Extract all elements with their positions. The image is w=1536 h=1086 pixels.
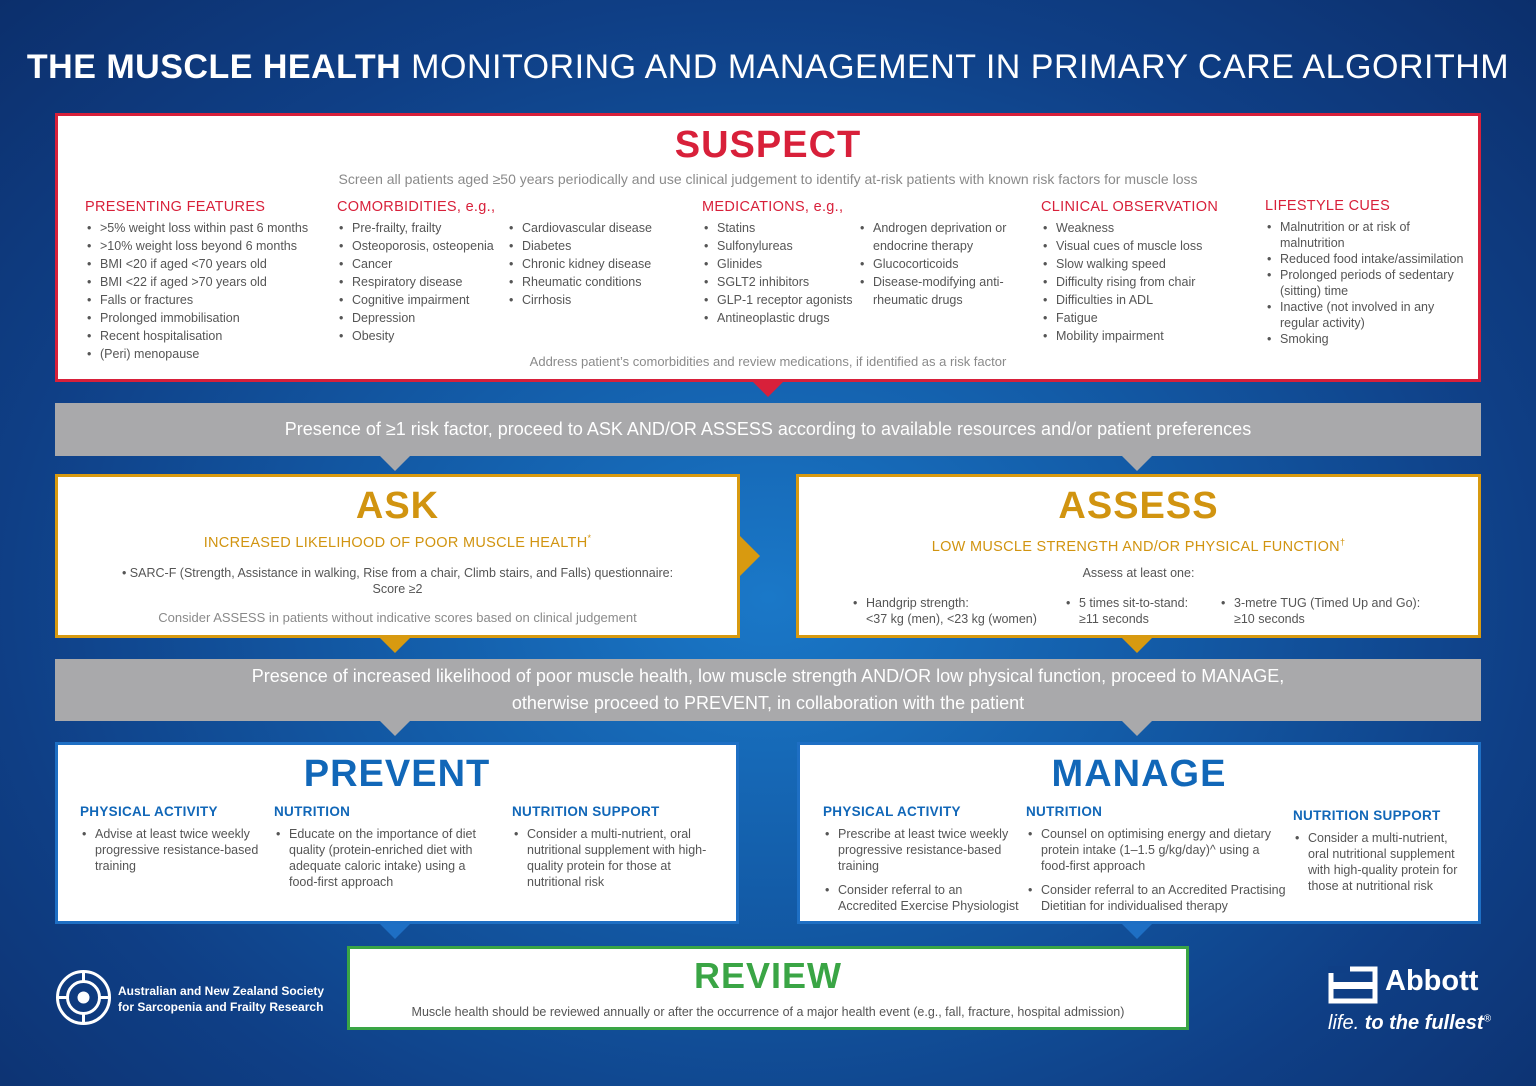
comorbidity-item: • Cirrhosis: [507, 291, 677, 309]
prevent-nutrition: [274, 804, 494, 890]
prevent-physical-item: • Advise at least twice weekly progressive resistance-based training: [80, 826, 260, 874]
suspect-heading: SUSPECT: [674, 124, 862, 166]
presenting-item: • (Peri) menopause: [85, 345, 315, 363]
clinical-list: [1041, 219, 1241, 345]
medications-title: MEDICATIONS, e.g.,: [702, 199, 844, 215]
assess-intro: Assess at least one:: [1082, 566, 1195, 580]
presenting-features: [85, 198, 315, 363]
ask-to-assess-arrow: [740, 536, 760, 576]
manage-heading: MANAGE: [1051, 753, 1227, 795]
comorbidity-item: • Cancer: [337, 255, 507, 273]
review-heading: REVIEW: [693, 955, 842, 996]
ask-subheading: [58, 533, 737, 551]
bar-risk-factor: [55, 403, 1481, 456]
prevent-support-title: NUTRITION SUPPORT: [512, 804, 660, 819]
suspect-footer: Address patient’s comorbidities and review medications, if identified as a risk factor: [529, 354, 1007, 369]
medication-item: • Antineoplastic drugs: [702, 309, 858, 327]
assess-item-handgrip: [851, 595, 1051, 627]
assess-arrow: [1122, 638, 1152, 653]
ask-arrow: [380, 638, 410, 653]
manage-support-item: • Consider a multi-nutrient, oral nutritional supplement with high-quality protein for those at nutritional risk: [1293, 830, 1468, 894]
lifestyle-cues: [1265, 198, 1465, 347]
prevent-physical-title: PHYSICAL ACTIVITY: [80, 804, 218, 819]
medications-list-a: [702, 219, 858, 327]
lifestyle-item: • Inactive (not involved in any regular activity): [1265, 299, 1465, 331]
society-name: [118, 983, 324, 1015]
presenting-item: • Recent hospitalisation: [85, 327, 315, 345]
clinical-observation: [1041, 198, 1241, 345]
tagline-fullest: to the fullest: [1364, 1012, 1484, 1034]
suspect-box: [55, 113, 1481, 382]
presenting-item: • >10% weight loss beyond 6 months: [85, 237, 315, 255]
comorbidity-item: • Depression: [337, 309, 507, 327]
assess-item-tug: [1219, 595, 1449, 627]
manage-physical-title: PHYSICAL ACTIVITY: [823, 804, 961, 819]
lifestyle-item: • Smoking: [1265, 331, 1465, 347]
review-text: Muscle health should be reviewed annually or after the occurrence of a major health event (e.g., fall, fracture, hospital admission): [411, 1005, 1125, 1019]
bar2-line1: Presence of increased likelihood of poor muscle health, low muscle strength AND/OR low physical function, proceed to MANAGE,: [251, 666, 1285, 686]
lifestyle-list: [1265, 219, 1465, 347]
lifestyle-item: • Prolonged periods of sedentary (sitting) time: [1265, 267, 1465, 299]
presenting-item: • Prolonged immobilisation: [85, 309, 315, 327]
clinical-item: • Difficulties in ADL: [1041, 291, 1241, 309]
assess-subheading: [799, 537, 1478, 555]
tagline-reg: ®: [1483, 1013, 1491, 1025]
medications: [702, 198, 1022, 327]
comorbidities-title: COMORBIDITIES, e.g.,: [337, 199, 496, 215]
title-bold: THE MUSCLE HEALTH: [26, 48, 402, 86]
clinical-item: • Difficulty rising from chair: [1041, 273, 1241, 291]
prevent-arrow: [380, 924, 410, 939]
comorbidities-list-a: [337, 219, 507, 345]
presenting-item: • BMI <20 if aged <70 years old: [85, 255, 315, 273]
manage-arrow: [1122, 924, 1152, 939]
bar-manage-prevent: [55, 659, 1481, 721]
manage-nutrition-item-2: • Consider referral to an Accredited Practising Dietitian for individualised therapy: [1026, 882, 1286, 914]
comorbidity-item: • Pre-frailty, frailty: [337, 219, 507, 237]
bullet: •: [121, 566, 130, 580]
clinical-item: • Mobility impairment: [1041, 327, 1241, 345]
lifestyle-title: LIFESTYLE CUES: [1265, 198, 1391, 214]
medication-item: • Disease-modifying anti-rheumatic drugs: [858, 273, 1010, 309]
bar2-arrow-right: [1122, 721, 1152, 736]
handgrip-label: Handgrip strength:: [866, 596, 969, 610]
medication-item: • Sulfonylureas: [702, 237, 858, 255]
abbott-tagline: [1328, 1012, 1491, 1035]
comorbidity-item: • Osteoporosis, osteopenia: [337, 237, 507, 255]
manage-physical-item-1: • Prescribe at least twice weekly progressive resistance-based training: [823, 826, 1023, 874]
tug-value: ≥10 seconds: [1234, 612, 1305, 626]
medication-item: • Statins: [702, 219, 858, 237]
assess-subheading-text: LOW MUSCLE STRENGTH AND/OR PHYSICAL FUNCTION: [931, 538, 1340, 555]
comorbidity-item: • Diabetes: [507, 237, 677, 255]
assess-sup: †: [1339, 537, 1346, 547]
manage-physical-item-2: • Consider referral to an Accredited Exercise Physiologist: [823, 882, 1023, 914]
assess-box: [796, 474, 1481, 638]
clinical-item: • Fatigue: [1041, 309, 1241, 327]
bar-risk-factor-text: Presence of ≥1 risk factor, proceed to ASK AND/OR ASSESS according to available resources and/or patient preferences: [284, 419, 1252, 439]
ask-note: Consider ASSESS in patients without indicative scores based on clinical judgement: [158, 610, 637, 625]
medication-item: • Androgen deprivation or endocrine therapy: [858, 219, 1010, 255]
clinical-item: • Weakness: [1041, 219, 1241, 237]
manage-nutrition-item-1: • Counsel on optimising energy and dietary protein intake (1–1.5 g/kg/day)^ using a food-first approach: [1026, 826, 1286, 874]
bar1-arrow-left: [380, 456, 410, 471]
manage-physical: [823, 804, 1023, 914]
manage-nutrition-title: NUTRITION: [1026, 804, 1103, 819]
prevent-nutrition-item: • Educate on the importance of diet quality (protein-enriched diet with adequate caloric intake) using a food-first approach: [274, 826, 494, 890]
prevent-physical: [80, 804, 260, 874]
bar2-arrow-left: [380, 721, 410, 736]
suspect-intro: Screen all patients aged ≥50 years periodically and use clinical judgement to identify at-risk patients with known risk factors for muscle loss: [338, 171, 1198, 187]
manage-support: [1293, 808, 1468, 894]
society-line1: Australian and New Zealand Society: [118, 984, 325, 998]
presenting-item: • BMI <22 if aged >70 years old: [85, 273, 315, 291]
tagline-life: life.: [1328, 1012, 1360, 1034]
comorbidity-item: • Cardiovascular disease: [507, 219, 677, 237]
society-logo-icon: [55, 969, 112, 1026]
comorbidities-list-b: [507, 219, 677, 345]
sit-to-stand-label: 5 times sit-to-stand:: [1079, 596, 1189, 610]
sarc-f-text: SARC-F (Strength, Assistance in walking, Rise from a chair, Climb stairs, and Falls) questionnaire:: [129, 566, 674, 580]
presenting-item: • Falls or fractures: [85, 291, 315, 309]
ask-heading: ASK: [355, 485, 440, 527]
medications-list-b: [858, 219, 1010, 327]
presenting-title: PRESENTING FEATURES: [85, 199, 266, 215]
society-line2: for Sarcopenia and Frailty Research: [118, 1000, 324, 1014]
prevent-box: [55, 742, 739, 924]
lifestyle-item: • Reduced food intake/assimilation: [1265, 251, 1465, 267]
tug-label: 3-metre TUG (Timed Up and Go):: [1234, 596, 1421, 610]
presenting-item: • >5% weight loss within past 6 months: [85, 219, 315, 237]
prevent-heading: PREVENT: [303, 753, 491, 795]
prevent-support-item: • Consider a multi-nutrient, oral nutritional supplement with high-quality protein for those at nutritional risk: [512, 826, 717, 890]
comorbidity-item: • Obesity: [337, 327, 507, 345]
page-title: [0, 48, 1536, 87]
ask-box: [55, 474, 740, 638]
clinical-title: CLINICAL OBSERVATION: [1041, 199, 1219, 215]
comorbidities: [337, 198, 697, 345]
clinical-item: • Visual cues of muscle loss: [1041, 237, 1241, 255]
sarc-f-score: Score ≥2: [372, 582, 423, 596]
manage-box: [797, 742, 1481, 924]
medication-item: • GLP-1 receptor agonists: [702, 291, 858, 309]
comorbidity-item: • Cognitive impairment: [337, 291, 507, 309]
assess-item-sit-to-stand: [1064, 595, 1214, 627]
sit-to-stand-value: ≥11 seconds: [1079, 612, 1149, 626]
clinical-item: • Slow walking speed: [1041, 255, 1241, 273]
manage-support-title: NUTRITION SUPPORT: [1293, 808, 1441, 823]
suspect-arrow: [753, 382, 783, 397]
comorbidity-item: • Chronic kidney disease: [507, 255, 677, 273]
abbott-name: Abbott: [1385, 965, 1479, 997]
lifestyle-item: • Malnutrition or at risk of malnutrition: [1265, 219, 1465, 251]
ask-subheading-text: INCREASED LIKELIHOOD OF POOR MUSCLE HEALTH: [203, 534, 588, 551]
handgrip-value: <37 kg (men), <23 kg (women): [866, 612, 1037, 626]
review-box: [347, 946, 1189, 1030]
medication-item: • Glucocorticoids: [858, 255, 1010, 273]
ask-sup: *: [587, 533, 592, 543]
assess-heading: ASSESS: [1058, 485, 1219, 527]
prevent-nutrition-title: NUTRITION: [274, 804, 351, 819]
manage-nutrition: [1026, 804, 1286, 914]
title-rest: MONITORING AND MANAGEMENT IN PRIMARY CARE ALGORITHM: [411, 48, 1510, 86]
medication-item: • SGLT2 inhibitors: [702, 273, 858, 291]
presenting-list: [85, 219, 315, 363]
comorbidity-item: • Respiratory disease: [337, 273, 507, 291]
bar2-line2: otherwise proceed to PREVENT, in collaboration with the patient: [511, 693, 1025, 713]
abbott-logo-icon: [1328, 966, 1378, 1004]
medication-item: • Glinides: [702, 255, 858, 273]
ask-item: [58, 565, 737, 597]
comorbidity-item: • Rheumatic conditions: [507, 273, 677, 291]
bar1-arrow-right: [1122, 456, 1152, 471]
prevent-support: [512, 804, 717, 890]
